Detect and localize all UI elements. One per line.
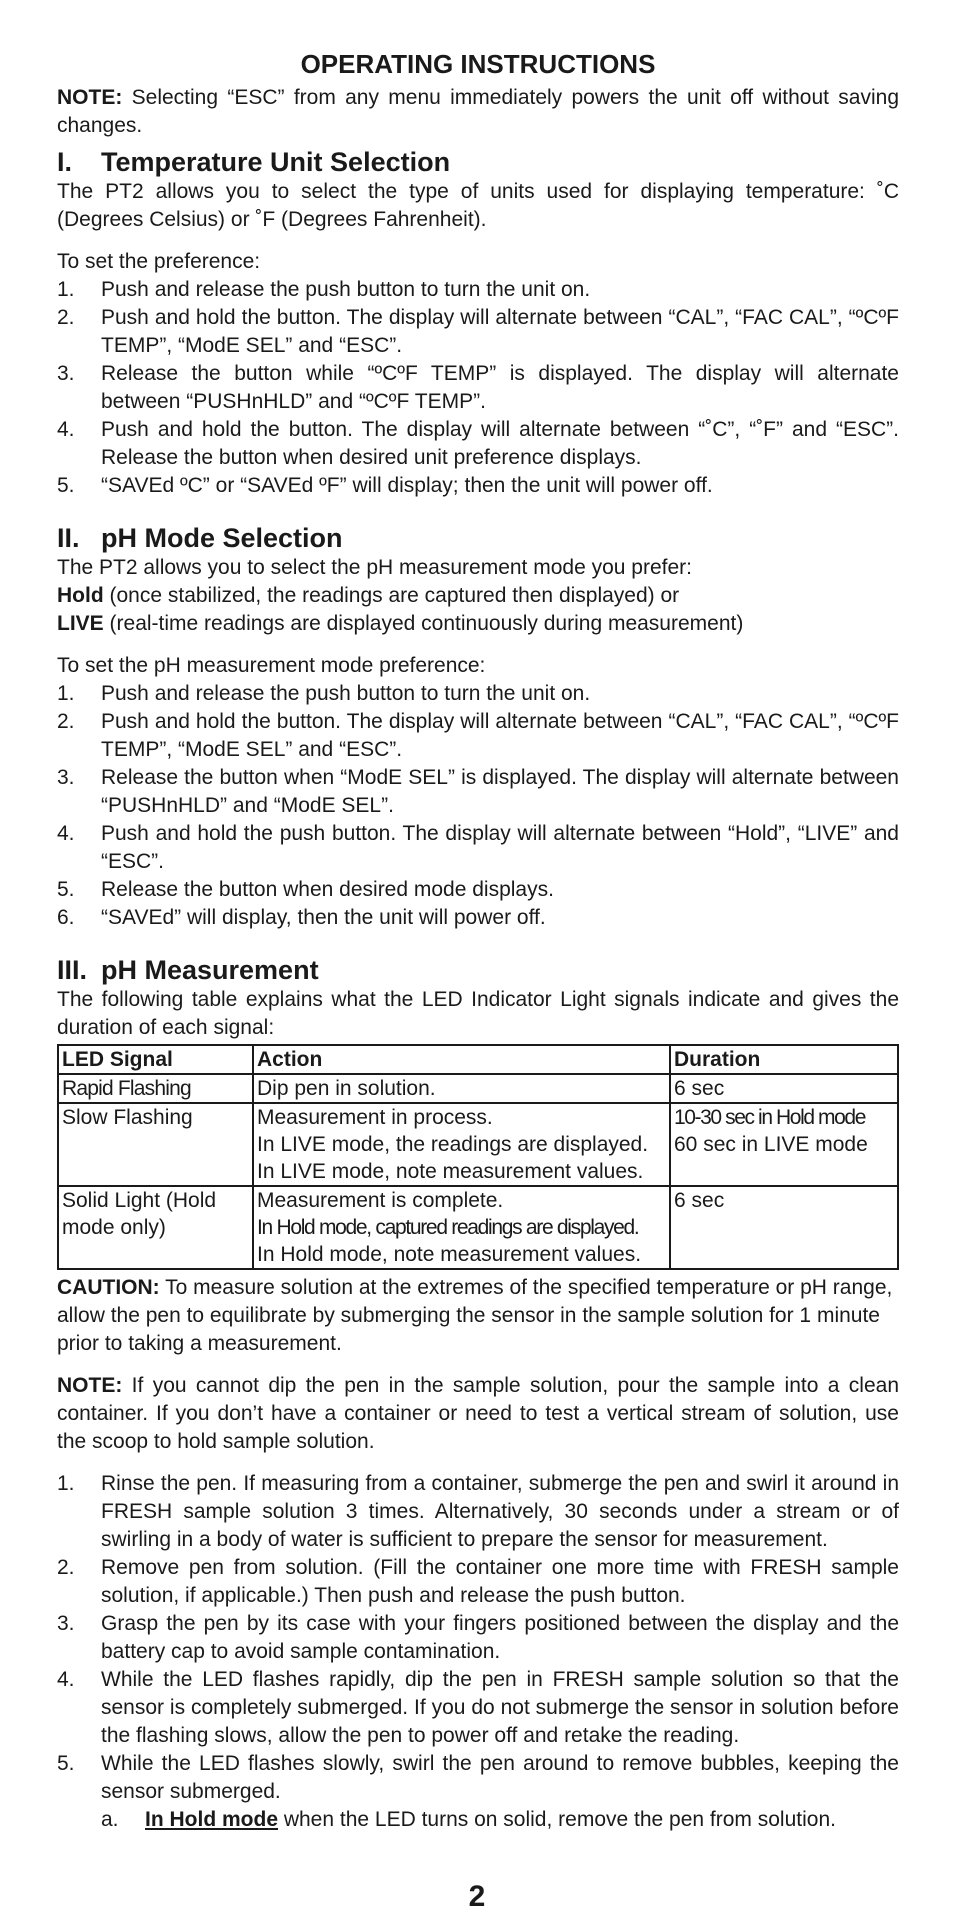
note-label: NOTE:	[57, 86, 123, 109]
list-item: 5. While the LED flashes slowly, swirl the pen around to remove bubbles, keeping the sensor submerged. a. In Hold mode when the LED turns on solid, remove the pen from solution.	[57, 1750, 899, 1834]
note-escape	[57, 84, 899, 140]
section-intro: The PT2 allows you to select the pH measurement mode you prefer:	[57, 556, 692, 579]
duration-cell: 6 sec	[670, 1186, 898, 1269]
page-content	[57, 48, 899, 1834]
section-intro: The following table explains what the LED Indicator Light signals indicate and gives the duration of each signal:	[57, 988, 899, 1039]
led-signal-cell: Solid Light (Hold mode only)	[58, 1186, 253, 1269]
led-signal-cell: Slow Flashing	[58, 1103, 253, 1186]
duration-cell: 6 sec	[670, 1074, 898, 1103]
section-title: Temperature Unit Selection	[101, 147, 451, 177]
column-header: Duration	[670, 1045, 898, 1074]
column-header: LED Signal	[58, 1045, 253, 1074]
page-number: 2	[468, 1880, 486, 1913]
list-item: 4. Push and hold the push button. The display will alternate between “Hold”, “LIVE” and “ESC”.	[57, 822, 899, 873]
led-signal-cell: Rapid Flashing	[58, 1074, 253, 1103]
section-heading-ph-measurement	[57, 954, 899, 986]
list-item: 5. Release the button when desired mode displays.	[57, 878, 554, 901]
list-item: 3. Release the button while “ºCºF TEMP” is displayed. The display will alternate between “PUSHnHLD” and “ºCºF TEMP”.	[57, 362, 899, 413]
section-heading-temperature	[57, 146, 899, 178]
led-signal-table	[57, 1044, 899, 1270]
list-item: 6. “SAVEd” will display, then the unit will power off.	[57, 906, 546, 929]
table-row	[58, 1074, 898, 1103]
action-cell: Dip pen in solution.	[253, 1074, 670, 1103]
duration-cell: 10-30 sec in Hold mode 60 sec in LIVE mode	[670, 1103, 898, 1186]
action-cell: Measurement is complete. In Hold mode, captured readings are displayed. In Hold mode, note measurement values.	[253, 1186, 670, 1269]
note-text: Selecting “ESC” from any menu immediately powers the unit off without saving changes.	[57, 86, 899, 137]
list-item: 1. Rinse the pen. If measuring from a container, submerge the pen and swirl it around in FRESH sample solution 3 times. Alternatively, 30 seconds under a stream or of swirling in a body of water is sufficient to prepare the sensor for measurement.	[57, 1472, 899, 1551]
section-title: pH Measurement	[101, 955, 319, 985]
list-item: a. In Hold mode when the LED turns on solid, remove the pen from solution.	[101, 1808, 836, 1831]
hold-mode-line: Hold (once stabilized, the readings are captured then displayed) or	[57, 584, 680, 607]
section-number: I.	[57, 147, 73, 177]
list-item: 3. Grasp the pen by its case with your fingers positioned between the display and the battery cap to avoid sample contamination.	[57, 1612, 899, 1663]
table-row	[58, 1186, 898, 1269]
hold-mode-substeps	[101, 1806, 899, 1834]
list-item: 2. Push and hold the button. The display will alternate between “CAL”, “FAC CAL”, “ºCºF TEMP”, “ModE SEL” and “ESC”.	[57, 710, 899, 761]
caution-note: CAUTION: To measure solution at the extremes of the specified temperature or pH range, allow the pen to equilibrate by submerging the sensor in the sample solution for 1 minute prior to taking a measurement.	[57, 1276, 893, 1355]
section-heading-ph-mode	[57, 522, 899, 554]
list-item: 2. Push and hold the button. The display will alternate between “CAL”, “FAC CAL”, “ºCºF TEMP”, “ModE SEL” and “ESC”.	[57, 306, 899, 357]
live-mode-line: LIVE (real-time readings are displayed continuously during measurement)	[57, 612, 744, 635]
list-item: 2. Remove pen from solution. (Fill the container one more time with FRESH sample solution, if applicable.) Then push and release the push button.	[57, 1556, 899, 1607]
section-number: II.	[57, 523, 80, 553]
list-item: 3. Release the button when “ModE SEL” is displayed. The display will alternate between “PUSHnHLD” and “ModE SEL”.	[57, 766, 899, 817]
table-header-row	[58, 1045, 898, 1074]
section-number: III.	[57, 955, 88, 985]
steps-lead: To set the pH measurement mode preference:	[57, 654, 486, 677]
list-item: 4. While the LED flashes rapidly, dip the pen in FRESH sample solution so that the sensor is completely submerged. If you do not submerge the sensor in solution before the flashing slows, allow the pen to power off and retake the reading.	[57, 1668, 899, 1747]
table-row	[58, 1103, 898, 1186]
action-cell: Measurement in process. In LIVE mode, the readings are displayed. In LIVE mode, note measurement values.	[253, 1103, 670, 1186]
section-intro: The PT2 allows you to select the type of units used for displaying temperature: ˚C (Degrees Celsius) or ˚F (Degrees Fahrenheit).	[57, 180, 899, 231]
list-item: 1. Push and release the push button to turn the unit on.	[57, 682, 591, 705]
container-note: NOTE: If you cannot dip the pen in the sample solution, pour the sample into a clean container. If you don’t have a container or need to test a vertical stream of solution, use the scoop to hold sample solution.	[57, 1374, 899, 1453]
column-header: Action	[253, 1045, 670, 1074]
list-item: 5. “SAVEd ºC” or “SAVEd ºF” will display; then the unit will power off.	[57, 474, 713, 497]
list-item: 1. Push and release the push button to turn the unit on.	[57, 278, 591, 301]
section-title: pH Mode Selection	[101, 523, 343, 553]
steps-lead: To set the preference:	[57, 250, 261, 273]
temperature-steps	[57, 276, 899, 500]
page-title: OPERATING INSTRUCTIONS	[300, 49, 656, 79]
measurement-steps	[57, 1470, 899, 1834]
list-item: 4. Push and hold the button. The display will alternate between “˚C”, “˚F” and “ESC”. Release the button when desired unit preference displays.	[57, 418, 899, 469]
ph-mode-steps	[57, 680, 899, 932]
